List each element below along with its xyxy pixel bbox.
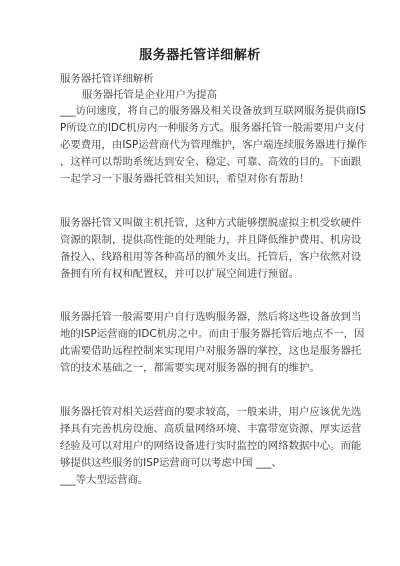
paragraph-line: 管的技术基础之一，都需要实现对服务器的拥有的维护。 [60, 362, 320, 374]
paragraph-line: ___访问速度，将自己的服务器及相关设备放到互联网服务提供商IS [60, 105, 366, 117]
paragraph-line: ___等大型运营商。 [60, 474, 149, 486]
paragraph-line: 择具有完善机房设施、高质量网络环境、丰富带宽资源、厚实运营 [60, 423, 362, 435]
paragraph-line: 资源的限制，提供高性能的处理能力，并且降低维护费用、机房设 [60, 234, 362, 246]
paragraph-line: 此需要借助远程控制来实现用户对服务器的掌控，这也是服务器托 [60, 345, 362, 357]
paragraph-line: 一起学习一下服务器托管相关知识，希望对你有帮助！ [60, 173, 310, 185]
document-subtitle: 服务器托管详细解析 [60, 73, 154, 85]
paragraph-line: 备拥有所有权和配置权，并可以扩展空间进行预留。 [60, 268, 299, 280]
paragraph-line: 必要费用，由ISP运营商代为管理维护，客户端连续服务器进行操作 [60, 139, 367, 151]
document-title: 服务器托管详细解析 [139, 48, 261, 63]
paragraph-line: P所设立的IDC机房内一种服务方式。服务器托管一般需要用户支付 [60, 122, 366, 134]
paragraph-line: 经验及可以对用户的网络设备进行实时监控的网络数据中心。而能 [60, 440, 362, 452]
paragraph-line: 服务器托管对相关运营商的要求较高，一般来讲，用户应该优先选 [60, 406, 362, 418]
paragraph-line: ，这样可以帮助系统达到安全、稳定、可靠、高效的目的。下面跟 [60, 156, 362, 168]
paragraph-line: 够提供这些服务的ISP运营商可以考虑中国 ___、 [60, 457, 282, 469]
paragraph-line: 地的ISP运营商的IDC机房之中。而由于服务器托管后地点不一，因 [60, 328, 365, 340]
paragraph-line: 备投入、线路租用等各种高昂的额外支出。托管后，客户依然对设 [60, 251, 362, 263]
paragraph-line: 服务器托管一般需要用户自行选购服务器，然后将这些设备放到当 [60, 311, 362, 323]
paragraph-line: 服务器托管又叫做主机托管，这种方式能够摆脱虚拟主机受软硬件 [60, 217, 362, 229]
intro-line: 服务器托管是企业用户为提高 [82, 89, 218, 101]
